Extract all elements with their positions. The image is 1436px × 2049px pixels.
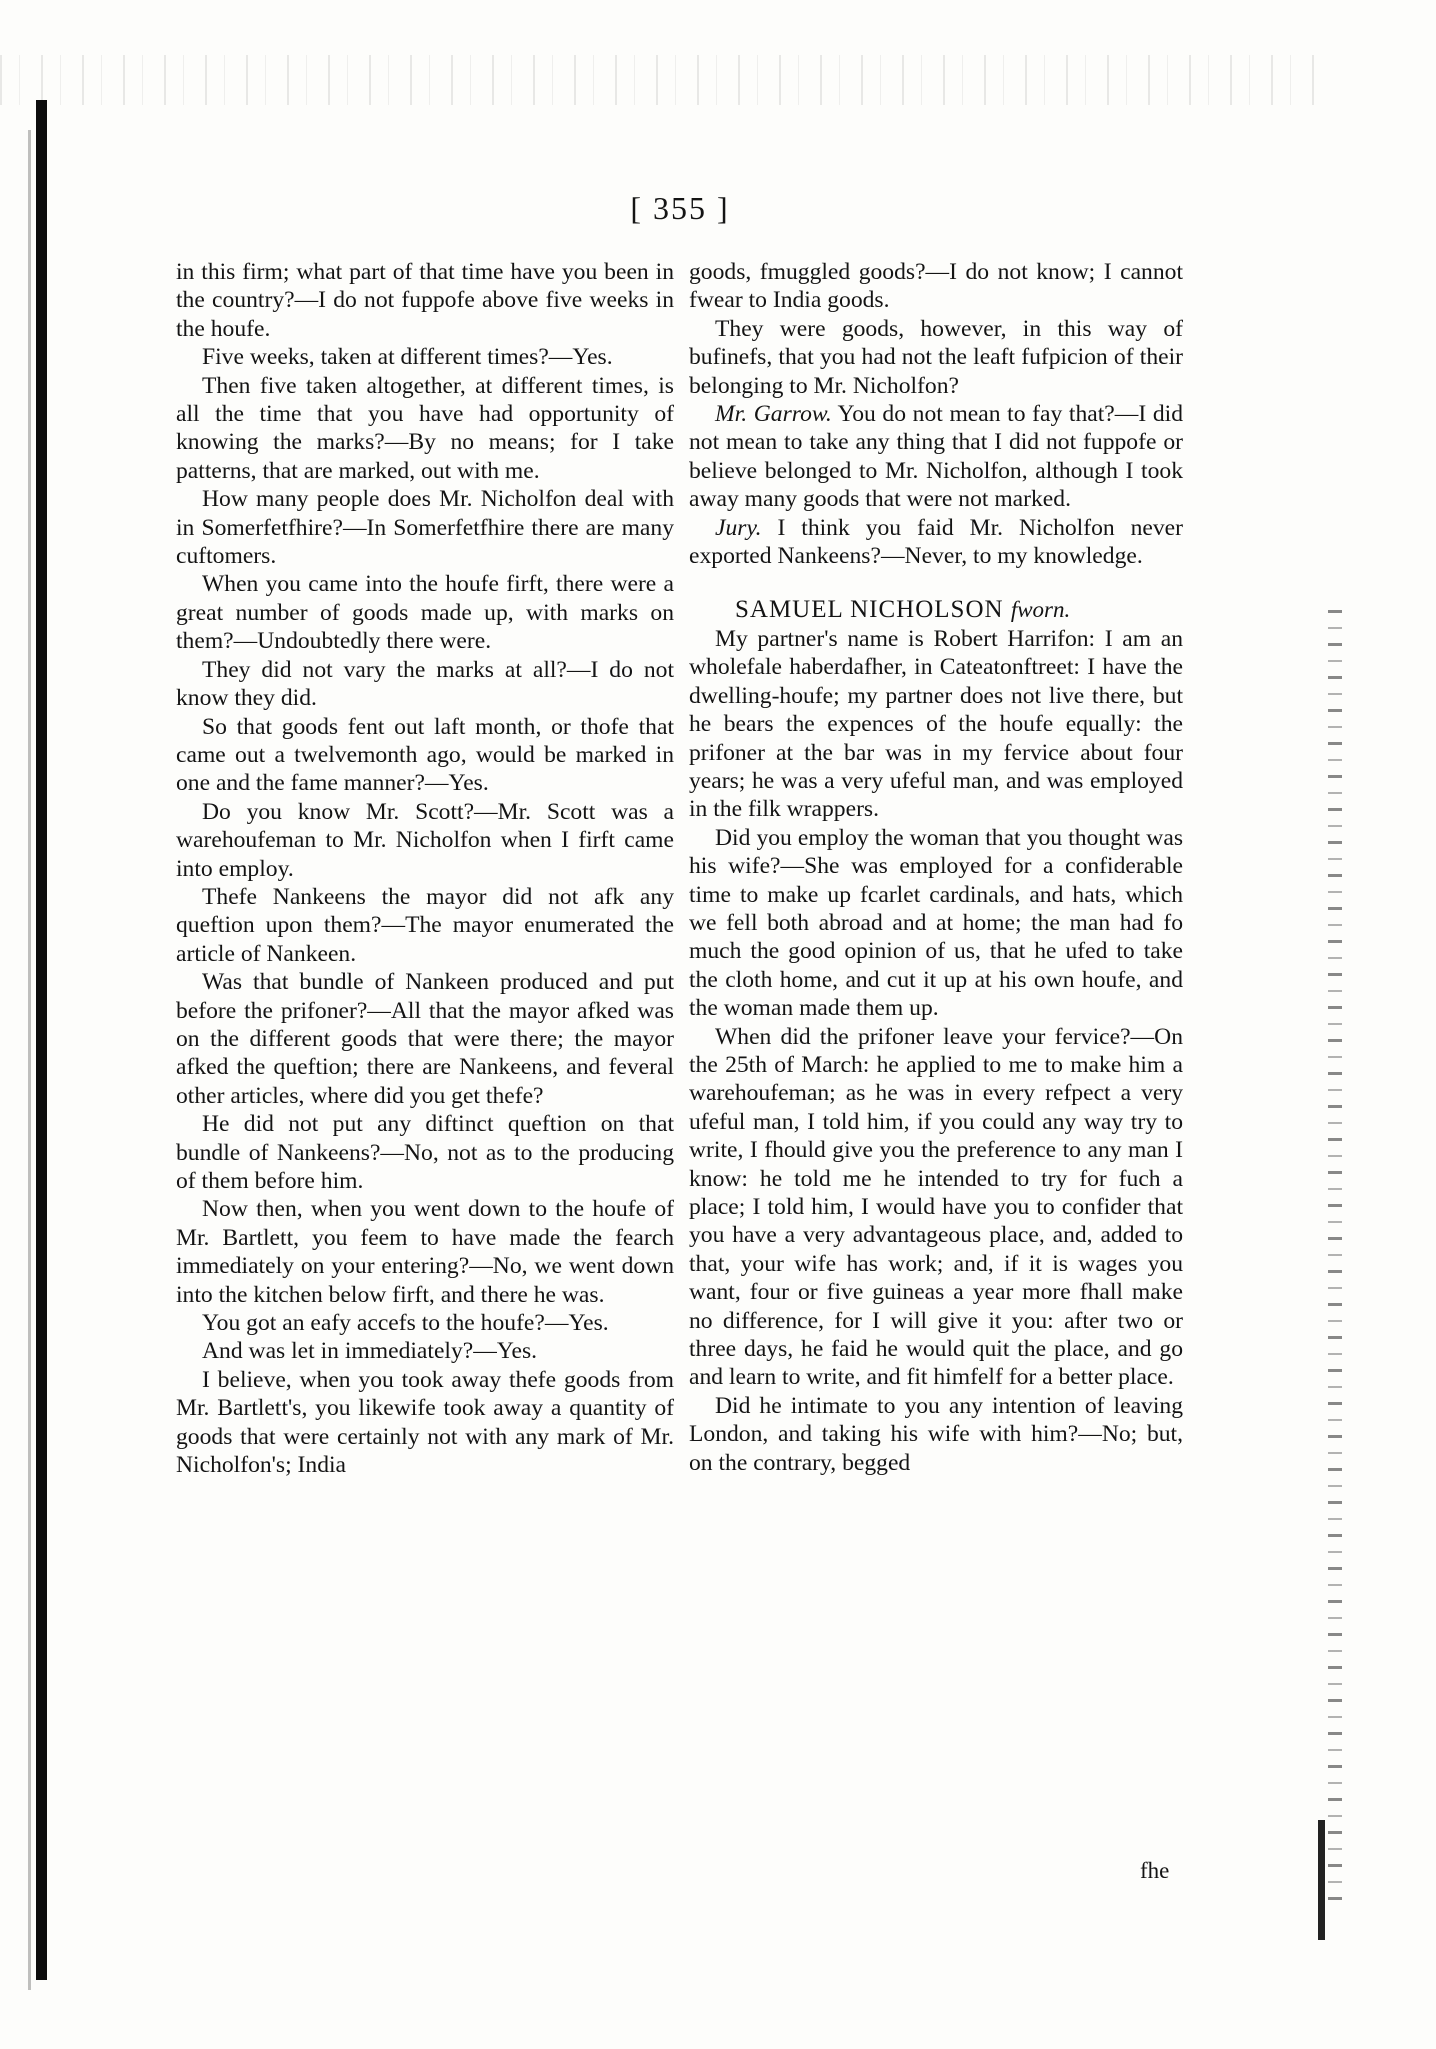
paragraph: You got an eafy accefs to the houfe?—Yes.: [202, 1310, 609, 1337]
witness-heading: [689, 596, 1183, 624]
speaker-text: You do not mean to fay that?—I did not mean to take any thing that I did not fuppofe or believe belonged to Mr. Nicholfon, although I took away many goods that were not marked.: [689, 401, 1183, 513]
paragraph: in this firm; what part of that time have you been in the country?—I do not fuppofe above five weeks in the houfe.: [176, 259, 674, 342]
paragraph: My partner's name is Robert Harrifon: I am an wholefale haberdafher, in Cateatonftreet: I have the dwelling-houfe; my partner does not live there, but he bears the expences of the houfe equally: the prifoner at the bar was in my fervice about four years; he was a very ufeful man, and was employed in the filk wrappers.: [689, 625, 1183, 823]
page-number: [ 355 ]: [630, 190, 730, 226]
paragraph: So that goods fent out laft month, or thofe that came out a twelvemonth ago, would be marked in one and the fame manner?—Yes.: [176, 713, 674, 797]
paragraph: They were goods, however, in this way of bufinefs, that you had not the leaft fufpicion of their belonging to Mr. Nicholfon?: [689, 315, 1183, 399]
scan-noise-top: [0, 55, 1330, 105]
paragraph: Five weeks, taken at different times?—Yes.: [202, 344, 613, 371]
paragraph: They did not vary the marks at all?—I do not know they did.: [176, 656, 674, 712]
binding-edge: [36, 100, 47, 1980]
paragraph: Do you know Mr. Scott?—Mr. Scott was a warehoufeman to Mr. Nicholfon when I firft came into employ.: [176, 798, 674, 882]
paragraph: When you came into the houfe firft, there were a great number of goods made up, with marks on them?—Undoubtedly there were.: [176, 571, 674, 655]
paragraph: I believe, when you took away thefe goods from Mr. Bartlett's, you likewife took away a quantity of goods that were certainly not with any mark of Mr. Nicholfon's; India: [176, 1366, 674, 1479]
witness-name: SAMUEL NICHOLSON: [735, 596, 1004, 624]
paragraph: Did he intimate to you any intention of leaving London, and taking his wife with him?—No; but, on the contrary, begged: [689, 1392, 1183, 1476]
paragraph: Now then, when you went down to the houfe of Mr. Bartlett, you feem to have made the fearch immediately on your entering?—No, we went down into the kitchen below firft, and there he was.: [176, 1196, 674, 1308]
paragraph: How many people does Mr. Nicholfon deal with in Somerfetfhire?—In Somerfetfhire there are many cuftomers.: [176, 486, 674, 570]
witness-sworn: fworn.: [1010, 597, 1071, 623]
speaker-label: Mr. Garrow.: [715, 401, 832, 428]
paragraph: goods, fmuggled goods?—I do not know; I cannot fwear to India goods.: [689, 259, 1183, 314]
binding-shadow: [28, 130, 31, 1990]
paragraph-garrow: [689, 400, 1183, 514]
paragraph: Did you employ the woman that you thought was his wife?—She was employed for a confiderable time to make up fcarlet cardinals, and hats, which we fell both abroad and at home; the man had fo much the good opinion of us, that he ufed to take the cloth home, and cut it up at his own houfe, and the woman made them up.: [689, 824, 1183, 1022]
paragraph: Then five taken altogether, at different times, is all the time that you have had opportunity of knowing the marks?—By no means; for I take patterns, that are marked, out with me.: [176, 372, 674, 484]
scan-noise-right: [1328, 610, 1342, 1910]
left-column: [176, 258, 674, 1479]
paragraph: And was let in immediately?—Yes.: [202, 1338, 538, 1365]
catchword: fhe: [1140, 1858, 1170, 1883]
right-column: [689, 258, 1183, 1477]
paragraph: Thefe Nankeens the mayor did not afk any queftion upon them?—The mayor enumerated the article of Nankeen.: [176, 883, 674, 967]
paragraph: He did not put any diftinct queftion on that bundle of Nankeens?—No, not as to the producing of them before him.: [176, 1111, 674, 1194]
speaker-label: Jury.: [715, 514, 762, 541]
paragraph-jury: [689, 514, 1183, 571]
paragraph: When did the prifoner leave your fervice?—On the 25th of March: he applied to me to make him a warehoufeman; as he was in every refpect a very ufeful man, I told him, if you could any way try to write, I fhould give you the preference to any man I know: he told me he intended to try for fuch a place; I told him, I would have you to confider that you have a very advantageous place, and, added to that, your wife has work; and, if it is wages you want, four or five guineas a year more fhall make no difference, for I will give it you: after two or three days, he faid he would quit the place, and go and learn to write, and fit himfelf for a better place.: [689, 1023, 1183, 1391]
scan-mark-right: [1318, 1820, 1325, 1940]
paragraph: Was that bundle of Nankeen produced and put before the prifoner?—All that the mayor afked was on the different goods that were there; the mayor afked the queftion; there are Nankeens, and feveral other articles, where did you get thefe?: [176, 969, 674, 1109]
speaker-text: I think you faid Mr. Nicholfon never exported Nankeens?—Never, to my knowledge.: [689, 514, 1183, 570]
